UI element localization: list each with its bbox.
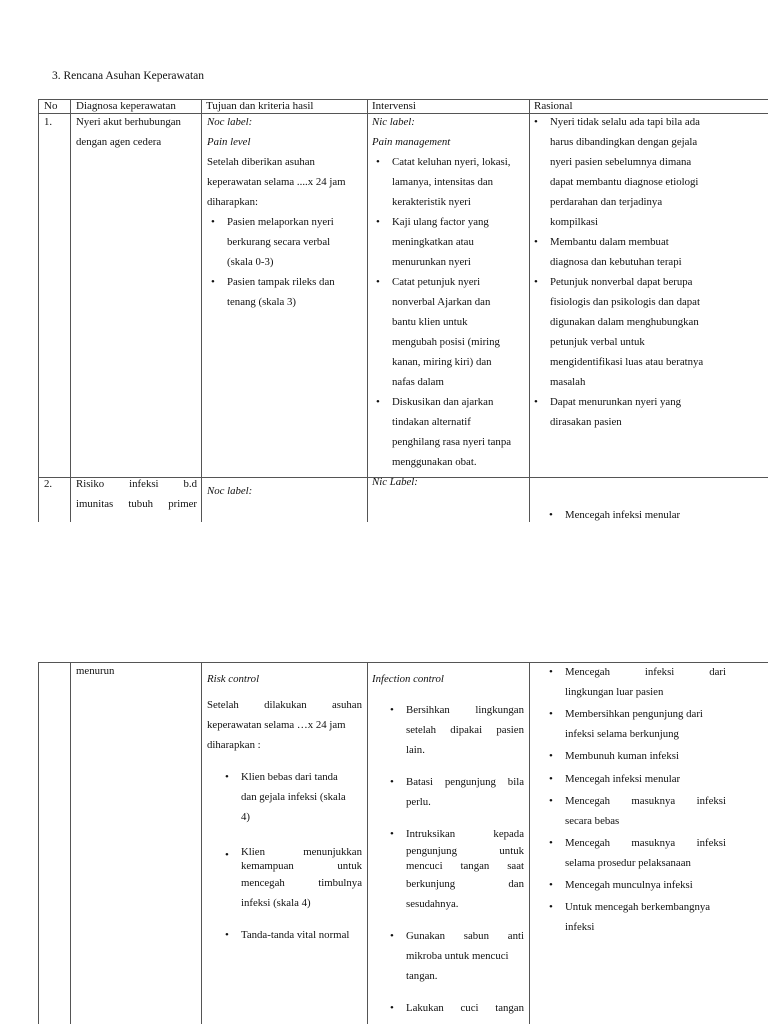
- section-title: 3. Rencana Asuhan Keperawatan: [52, 70, 204, 82]
- row1-intervensi: Nic label: Pain management • Catat keluhan nyeri, lokasi, lamanya, intensitas dan kerakteristik nyeri • Kaji ulang factor yang meningkatkan atau menurunkan nyeri • Catat petunjuk nyeri nonverbal Ajarkan dan bantu klien untuk mengubah posisi (miring kanan, miring kiri) dan nafas dalam • Diskusikan dan ajarkan tindakan alternatif penghilang rasa nyeri tanpa menggunakan obat.: [372, 112, 527, 472]
- list-item: • Membersihkan pengunjung dari infeksi selama berkunjung: [545, 704, 726, 744]
- list-item: • Nyeri tidak selalu ada tapi bila ada harus dibandingkan dengan gejala nyeri pasien sebelumnya dimana dapat membantu diagnose etiologi perdarahan dan terjadinya kompilkasi: [530, 112, 766, 232]
- row1-no: 1.: [44, 116, 53, 128]
- list-item: • Mencegah infeksi menular: [545, 505, 765, 525]
- col2-border-intervensi: [529, 662, 530, 1024]
- list-item: • Pasien melaporkan nyeri berkurang secara verbal (skala 0-3): [207, 212, 365, 272]
- header-tujuan: Tujuan dan kriteria hasil: [206, 100, 314, 112]
- list-item: • Dapat menurunkan nyeri yang dirasakan pasien: [530, 392, 766, 432]
- list-item: • Mencegah masuknya infeksi selama prosedur pelaksanaan: [545, 833, 726, 873]
- row2-diagnosa: Risiko infeksi b.d imunitas tubuh primer: [76, 478, 197, 510]
- list-item: • Pasien tampak rileks dan tenang (skala 3): [207, 272, 365, 312]
- header-diagnosa: Diagnosa keperawatan: [76, 100, 176, 112]
- row1-tujuan: Noc label: Pain level Setelah diberikan asuhan keperawatan selama ....x 24 jam diharapkan: • Pasien melaporkan nyeri berkurang secara verbal (skala 0-3) • Pasien tampak rileks dan tenang (skala 3): [207, 112, 365, 312]
- row2-rasional: [545, 662, 726, 937]
- row2-nic-label: Nic Label:: [372, 476, 418, 488]
- header-rasional: Rasional: [534, 100, 573, 112]
- col2-border-tujuan: [367, 662, 368, 1024]
- list-item: • Bersihkan lingkungan setelah dipakai pasien lain.: [386, 700, 524, 760]
- list-item: • Membunuh kuman infeksi: [545, 746, 726, 766]
- row2-rasional-top: [545, 505, 765, 525]
- list-item: • Mencegah infeksi menular: [545, 769, 726, 789]
- col-border-diagnosa: [201, 99, 202, 522]
- list-item: • Kaji ulang factor yang meningkatkan atau menurunkan nyeri: [372, 212, 527, 272]
- row2-intervensi: Infection control • Bersihkan lingkungan setelah dipakai pasien lain. • Batasi pengunjung bila perlu. • Intruksikan kepada pengunjung untuk mencuci tangan saat berkunjung dan sesudahnya. • Gunakan sabun anti mikroba untuk mencuci tangan. • Lakukan cuci tangan: [372, 669, 524, 1018]
- col2-border-diagnosa: [201, 662, 202, 1024]
- list-item: • Klien menunjukkan kemampuan untuk mencegah timbulnya infeksi (skala 4): [221, 845, 362, 913]
- row1-rasional: [530, 112, 766, 432]
- col-border-tujuan: [367, 99, 368, 522]
- list-item: • Membantu dalam membuat diagnosa dan kebutuhan terapi: [530, 232, 766, 272]
- row2-tujuan: Risk control Setelah dilakukan asuhan keperawatan selama …x 24 jam diharapkan : • Klien bebas dari tanda dan gejala infeksi (skala 4) • Klien menunjukkan kemampuan untuk mencegah timbulnya infeksi (skala 4) • Tanda-tanda vital normal: [207, 669, 362, 945]
- col2-border-no: [70, 662, 71, 1024]
- list-item: • Catat keluhan nyeri, lokasi, lamanya, intensitas dan kerakteristik nyeri: [372, 152, 527, 212]
- list-item: • Klien bebas dari tanda dan gejala infeksi (skala 4): [221, 767, 362, 827]
- header-no: No: [44, 100, 58, 112]
- list-item: • Lakukan cuci tangan: [386, 998, 524, 1018]
- list-item: • Untuk mencegah berkembangnya infeksi: [545, 897, 726, 937]
- list-item: • Batasi pengunjung bila perlu.: [386, 772, 524, 812]
- col-border-left: [38, 99, 39, 522]
- list-item: • Diskusikan dan ajarkan tindakan alternatif penghilang rasa nyeri tanpa menggunakan obat.: [372, 392, 527, 472]
- header-intervensi: Intervensi: [372, 100, 416, 112]
- row2-noc-label: Noc label:: [207, 485, 253, 497]
- list-item: • Petunjuk nonverbal dapat berupa fisiologis dan psikologis dan dapat digunakan dalam menghubungkan petunjuk verbal untuk mengidentifikasi luas atau beratnya masalah: [530, 272, 766, 392]
- row2-diagnosa-cont: menurun: [76, 665, 115, 677]
- list-item: • Catat petunjuk nyeri nonverbal Ajarkan dan bantu klien untuk mengubah posisi (miring kanan, miring kiri) dan nafas dalam: [372, 272, 527, 392]
- col-border-no: [70, 99, 71, 522]
- list-item: • Mencegah munculnya infeksi: [545, 875, 726, 895]
- list-item: • Tanda-tanda vital normal: [221, 925, 362, 945]
- row2-no: 2.: [44, 478, 53, 490]
- list-item: • Mencegah masuknya infeksi secara bebas: [545, 791, 726, 831]
- row1-diagnosa: Nyeri akut berhubungan dengan agen cedera: [76, 116, 181, 148]
- list-item: • Intruksikan kepada pengunjung untuk mencuci tangan saat berkunjung dan sesudahnya.: [386, 824, 524, 914]
- col2-border-left: [38, 662, 39, 1024]
- list-item: • Gunakan sabun anti mikroba untuk mencuci tangan.: [386, 926, 524, 986]
- list-item: • Mencegah infeksi dari lingkungan luar pasien: [545, 662, 726, 702]
